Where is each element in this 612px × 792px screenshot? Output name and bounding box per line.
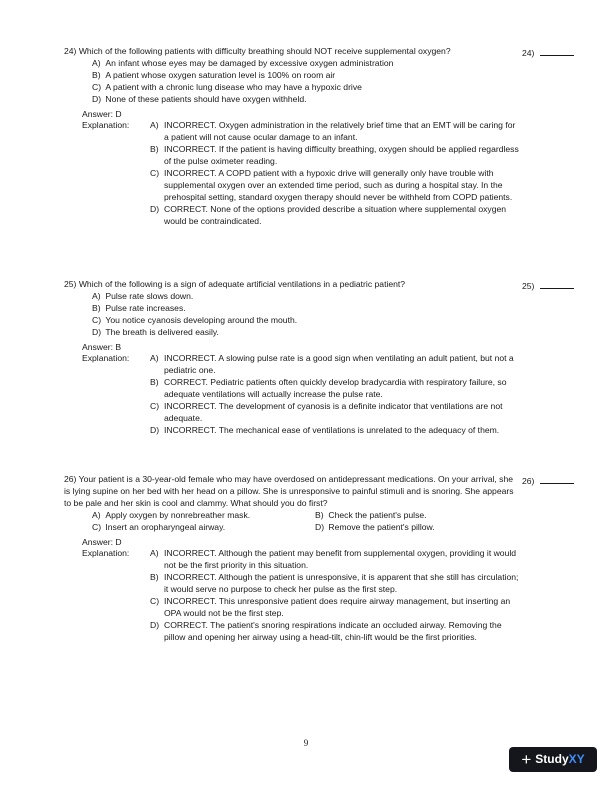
option-d: D) The breath is delivered easily. xyxy=(92,326,219,337)
question-stem xyxy=(64,46,516,58)
option-a: A) Apply oxygen by nonrebreather mask. xyxy=(92,509,251,520)
explanation-a: A) INCORRECT. A slowing pulse rate is a good sign when ventilating an adult patient, but not a pediatric one. xyxy=(150,353,514,376)
option-b: B) Check the patient's pulse. xyxy=(315,509,427,520)
question-text: Your patient is a 30-year-old female who may have overdosed on antidepressant medications. On your arrival, she is lying supine on her bed with her head on a pillow. She is unresponsive to painful stimuli and is snoring. She appears to be pale and her skin is cool and clammy. What should you do first? xyxy=(64,474,514,508)
page-number: 9 xyxy=(303,738,309,748)
answer-blank-line xyxy=(540,46,574,56)
question-stem xyxy=(64,279,516,291)
answer-line: Answer: D xyxy=(82,108,122,119)
question-26 xyxy=(64,474,594,644)
explanation-d: D) INCORRECT. The mechanical ease of ventilations is unrelated to the adequacy of them. xyxy=(150,424,500,435)
question-number: 26) xyxy=(64,474,77,484)
question-text: Which of the following patients with difficulty breathing should NOT receive supplemental oxygen? xyxy=(78,46,451,56)
explanation-c: C) INCORRECT. The development of cyanosis is a definite indicator that ventilations are not adequate. xyxy=(150,401,503,423)
explanation-b: B) INCORRECT. Although the patient is unresponsive, it is apparent that she still has circulation; it would serve no purpose to check her pulse as the first step. xyxy=(150,572,519,595)
studyxy-logo[interactable] xyxy=(509,747,597,772)
explanation-label: Explanation: xyxy=(82,120,130,131)
plus-icon: + xyxy=(521,749,532,769)
explanation-block xyxy=(82,353,594,436)
side-number: 25) xyxy=(522,281,535,291)
answer-blank-area xyxy=(522,279,574,293)
options-list xyxy=(92,58,594,106)
question-25 xyxy=(64,279,594,437)
logo-word-main: Study xyxy=(535,751,569,766)
logo-word-accent: XY xyxy=(568,751,585,766)
side-number: 26) xyxy=(522,476,535,486)
option-a: A) Pulse rate slows down. xyxy=(92,290,194,301)
explanation-d: D) CORRECT. The patient's snoring respirations indicate an occluded airway. Removing the pillow and opening her airway using a head-tilt, chin-lift would be the first priorities. xyxy=(150,619,502,642)
option-a: A) An infant whose eyes may be damaged by excessive oxygen administration xyxy=(92,57,394,68)
side-number: 24) xyxy=(522,48,535,58)
option-b: B) A patient whose oxygen saturation level is 100% on room air xyxy=(92,69,336,80)
explanation-b: B) CORRECT. Pediatric patients often quickly develop bradycardia with respiratory failure, so adequate ventilations will actually increase the pulse rate. xyxy=(150,377,507,400)
explanation-label: Explanation: xyxy=(82,548,130,559)
explanation-b: B) INCORRECT. If the patient is having difficulty breathing, oxygen should be applied regardless of the pulse oximeter reading. xyxy=(150,144,519,167)
explanation-block xyxy=(82,120,594,227)
explanation-block xyxy=(82,548,594,643)
explanation-c: C) INCORRECT. A COPD patient with a hypoxic drive will generally only have trouble with supplemental oxygen over an extended time period, such as during a hospital stay. In the prehospital setting, standard oxygen therapy should never be withheld from COPD patients. xyxy=(150,168,513,202)
explanation-label: Explanation: xyxy=(82,353,130,364)
question-number: 25) xyxy=(64,279,77,289)
question-number: 24) xyxy=(64,46,77,56)
question-24 xyxy=(64,46,594,228)
answer-line: Answer: D xyxy=(82,536,122,547)
question-text: Which of the following is a sign of adequate artificial ventilations in a pediatric patient? xyxy=(78,279,406,289)
option-d: D) None of these patients should have oxygen withheld. xyxy=(92,93,307,104)
explanation-a: A) INCORRECT. Although the patient may benefit from supplemental oxygen, providing it would not be the first priority in this situation. xyxy=(150,548,517,571)
explanation-d: D) CORRECT. None of the options provided describe a situation where supplemental oxygen would be contraindicated. xyxy=(150,203,507,226)
answer-line: Answer: B xyxy=(82,341,122,352)
option-c: C) A patient with a chronic lung disease who may have a hypoxic drive xyxy=(92,81,362,92)
explanation-a: A) INCORRECT. Oxygen administration in the relatively brief time that an EMT will be caring for a patient will not cause ocular damage to an infant. xyxy=(150,120,516,143)
option-c: C) You notice cyanosis developing around the mouth. xyxy=(92,314,298,325)
answer-blank-area xyxy=(522,46,574,60)
explanation-c: C) INCORRECT. This unresponsive patient does require airway management, but inserting an OPA would not be the first step. xyxy=(150,596,511,618)
option-b: B) Pulse rate increases. xyxy=(92,302,186,313)
answer-blank-area xyxy=(522,474,574,488)
option-d: D) Remove the patient's pillow. xyxy=(315,521,435,532)
options-grid xyxy=(92,510,594,534)
question-stem xyxy=(64,474,516,510)
answer-blank-line xyxy=(540,474,574,484)
answer-blank-line xyxy=(540,279,574,289)
option-c: C) Insert an oropharyngeal airway. xyxy=(92,521,226,532)
options-list xyxy=(92,291,594,339)
